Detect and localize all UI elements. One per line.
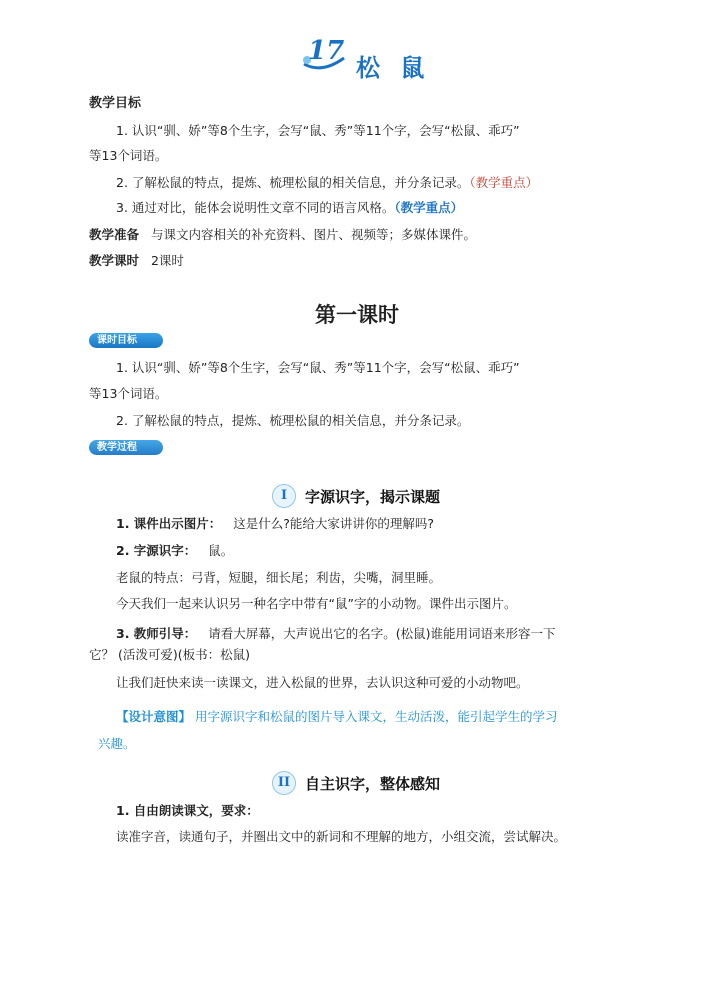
design-intent-label: 【设计意图】	[116, 709, 192, 724]
s1-step-1-label: 1. 课件出示图片：	[116, 516, 222, 531]
s1-step-2	[116, 541, 233, 559]
design-intent-line2: 兴趣。	[98, 736, 136, 751]
design-intent-text: 用字源识字和松鼠的图片导入课文，生动活泼，能引起学生的学习	[195, 709, 558, 724]
lesson-number-badge	[300, 38, 348, 72]
objective-3-tag: （教学重点）	[394, 200, 464, 215]
s1-step-3	[116, 624, 556, 642]
s1-paragraph-1: 老鼠的特点：弓背，短腿，细长尾；利齿，尖嘴，洞里睡。	[116, 570, 442, 585]
s2-step-1-label: 1. 自由朗读课文，要求：	[116, 803, 259, 818]
lesson-number: 17	[308, 36, 345, 66]
objective-1-line2: 等13个词语。	[89, 148, 168, 163]
objectives-heading: 教学目标	[89, 96, 142, 111]
s1-step-3-label: 3. 教师引导：	[116, 626, 197, 641]
s1-step-1	[116, 514, 434, 532]
objective-2	[116, 173, 538, 191]
prep-text: 与课文内容相关的补充资料、图片、视频等；多媒体课件。	[150, 227, 476, 242]
period-goal-2: 2. 了解松鼠的特点，提炼、梳理松鼠的相关信息，并分条记录。	[116, 413, 470, 428]
section-2-numeral-icon: II	[272, 771, 296, 795]
period-goal-1-line2: 等13个词语。	[89, 386, 168, 401]
s2-paragraph-1: 读准字音，读通句子，并圈出文中的新词和不理解的地方，小组交流，尝试解决。	[116, 829, 567, 844]
objective-2-text: 2. 了解松鼠的特点，提炼、梳理松鼠的相关信息，并分条记录。	[116, 175, 470, 190]
s1-step-3-line2: 它？ (活泼可爱)(板书：松鼠)	[89, 647, 250, 662]
objective-2-tag: （教学重点）	[469, 175, 539, 190]
objective-1-line1: 1. 认识“驯、娇”等8个生字，会写“鼠、秀”等11个字，会写“松鼠、乖巧”	[116, 123, 520, 138]
section-2-title: 自主识字，整体感知	[305, 775, 441, 793]
hours-text: 2课时	[150, 253, 184, 268]
section-1-numeral-icon: I	[272, 484, 296, 508]
period-goals-badge: 课时目标	[89, 333, 163, 348]
page-title: 松 鼠	[356, 54, 431, 82]
s1-step-1-text: 这是什么?能给大家讲讲你的理解吗?	[233, 516, 435, 531]
objective-3	[116, 198, 463, 216]
process-badge: 教学过程	[89, 440, 163, 455]
design-intent	[116, 707, 558, 725]
s1-paragraph-2: 今天我们一起来认识另一种名字中带有“鼠”字的小动物。课件出示图片。	[116, 596, 517, 611]
period-title: 第一课时	[315, 302, 399, 327]
section-1-title: 字源识字，揭示课题	[305, 488, 441, 506]
s1-step-2-text: 鼠。	[208, 543, 234, 558]
objective-3-text: 3. 通过对比，能体会说明性文章不同的语言风格。	[116, 200, 395, 215]
s1-step-3-text: 请看大屏幕，大声说出它的名字。(松鼠)谁能用词语来形容一下	[208, 626, 556, 641]
hours-label: 教学课时	[89, 253, 140, 268]
s1-paragraph-3: 让我们赶快来读一读课文，进入松鼠的世界，去认识这种可爱的小动物吧。	[116, 675, 529, 690]
period-goal-1-line1: 1. 认识“驯、娇”等8个生字，会写“鼠、秀”等11个字，会写“松鼠、乖巧”	[116, 360, 520, 375]
hours-line	[89, 251, 184, 269]
prep-line	[89, 225, 476, 243]
prep-label: 教学准备	[89, 227, 140, 242]
s1-step-2-label: 2. 字源识字：	[116, 543, 197, 558]
